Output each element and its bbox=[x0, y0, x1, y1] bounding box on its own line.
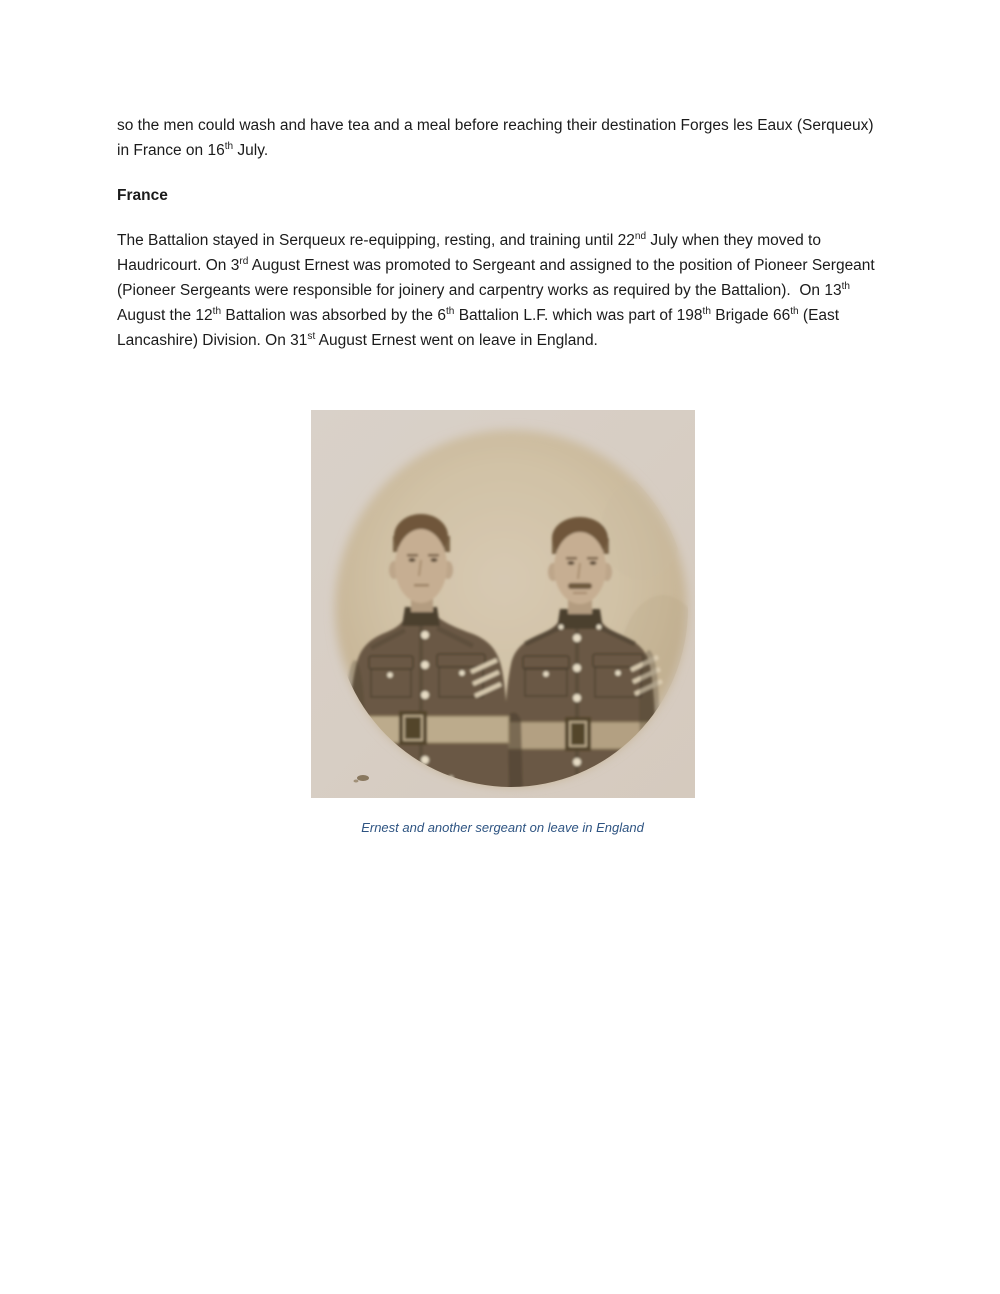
paragraph-1: so the men could wash and have tea and a meal before reaching their destination Forges les Eaux (Serqueux) in France on 16th July. bbox=[117, 117, 878, 159]
photo-image bbox=[311, 410, 695, 798]
photo-caption: Ernest and another sergeant on leave in England bbox=[361, 820, 644, 835]
photo-two-sergeants bbox=[311, 410, 695, 798]
section-heading-france: France bbox=[117, 187, 168, 204]
photo-speck bbox=[357, 775, 369, 781]
paragraph-2: The Battalion stayed in Serqueux re-equipping, resting, and training until 22nd July when they moved to Haudricourt. On 3rd August Ernest was promoted to Sergeant and assigned to the position of Pioneer Sergeant (Pioneer Sergeants were responsible for joinery and carpentry works as required by the Battalion). On 13th August the 12th Battalion was absorbed by the 6th Battalion L.F. which was part of 198th Brigade 66th (East Lancashire) Division. On 31st August Ernest went on leave in England. bbox=[117, 230, 880, 349]
photo-speck-small bbox=[353, 780, 358, 783]
photo-figure bbox=[117, 410, 888, 836]
